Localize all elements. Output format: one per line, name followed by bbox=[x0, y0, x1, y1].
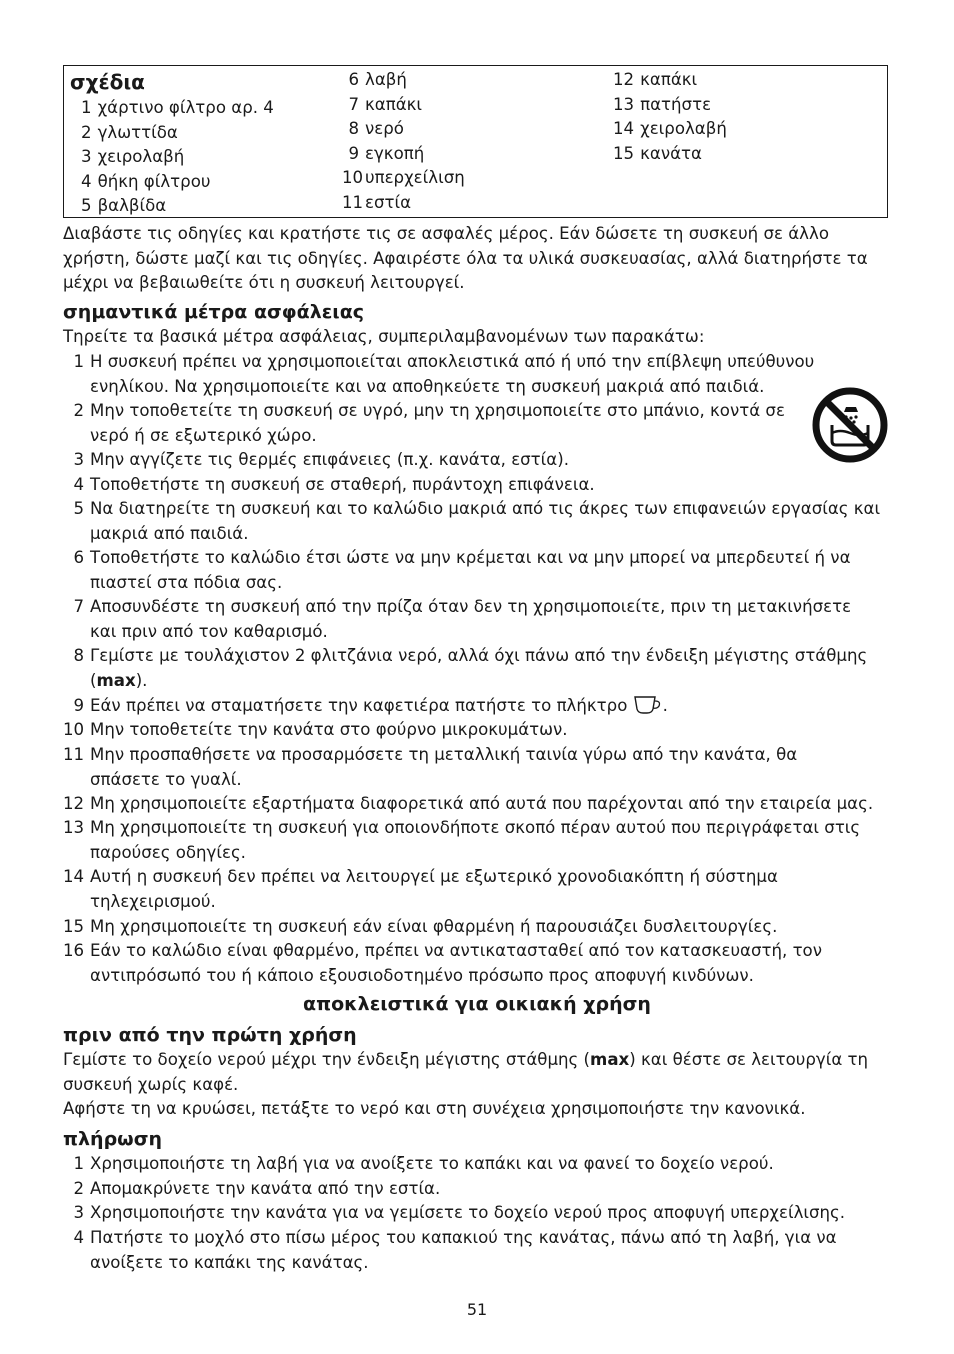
part-label: χάρτινο φίλτρο αρ. 4 bbox=[97, 98, 274, 117]
item-text-end: . bbox=[662, 696, 668, 715]
part-number: 2 bbox=[81, 122, 92, 142]
part-item bbox=[613, 93, 711, 118]
part-number: 14 bbox=[613, 119, 635, 138]
part-label: κανάτα bbox=[640, 143, 702, 163]
part-label: θήκη φίλτρου bbox=[97, 171, 211, 191]
part-item bbox=[613, 117, 727, 142]
part-number: 8 bbox=[348, 119, 359, 138]
item-text: ενηλίκου. Να χρησιμοποιείτε και να αποθηκεύετε τη συσκευή μακριά από παιδιά. bbox=[90, 376, 765, 396]
item-text: Απομακρύνετε την κανάτα από την εστία. bbox=[90, 1179, 441, 1198]
part-item bbox=[81, 170, 210, 195]
item-text bbox=[90, 669, 147, 694]
part-label: λαβή bbox=[365, 70, 407, 89]
max-label: max bbox=[96, 670, 136, 690]
item-number: 4 bbox=[73, 1228, 84, 1247]
item-text: Χρησιμοποιήστε την κανάτα για να γεμίσετε το δοχείο νερού προς αποφυγή υπερχείλισης. bbox=[90, 1203, 846, 1222]
item-text: Μη χρησιμοποιείτε εξαρτήματα διαφορετικά από αυτά που παρέχονται από την εταιρεία μας. bbox=[90, 794, 874, 813]
part-label: υπερχείλιση bbox=[365, 168, 465, 187]
item-number: 7 bbox=[73, 597, 84, 616]
first-use-line: συσκευή χωρίς καφέ. bbox=[63, 1075, 239, 1094]
first-use-text: Γεμίστε το δοχείο νερού μέχρι την ένδειξη μέγιστης στάθμης ( bbox=[63, 1050, 591, 1069]
paren-close: ). bbox=[135, 670, 148, 690]
item-text: Μη χρησιμοποιείτε τη συσκευή εάν είναι φθαρμένη ή παρουσιάζει δυσλειτουργίες. bbox=[90, 917, 778, 936]
item-text: Μην τοποθετείτε την κανάτα στο φούρνο μικροκυμάτων. bbox=[90, 720, 568, 739]
part-number: 11 bbox=[342, 192, 364, 212]
part-number: 1 bbox=[81, 98, 92, 117]
safety-lead: Τηρείτε τα βασικά μέτρα ασφάλειας, συμπεριλαμβανομένων των παρακάτω: bbox=[63, 327, 705, 346]
part-number: 10 bbox=[342, 168, 364, 187]
item-text: Τοποθετήστε το καλώδιο έτσι ώστε να μην κρέμεται και να μην μπορεί να μπερδευτεί ή να bbox=[90, 548, 851, 567]
item-text: Μην τοποθετείτε τη συσκευή σε υγρό, μην τη χρησιμοποιείτε στο μπάνιο, κοντά σε bbox=[90, 401, 785, 420]
item-number: 9 bbox=[73, 696, 84, 715]
item-number: 10 bbox=[63, 720, 85, 739]
part-label: εστία bbox=[365, 192, 412, 212]
item-text: Πατήστε το μοχλό στο πίσω μέρος του καπακιού της κανάτας, πάνω από τη λαβή, για να bbox=[90, 1228, 837, 1247]
part-item bbox=[613, 68, 697, 93]
item-number: 12 bbox=[63, 794, 85, 813]
cup-stop-icon bbox=[633, 695, 663, 715]
item-text-main: Εάν πρέπει να σταματήσετε την καφετιέρα πατήστε το πλήκτρο bbox=[90, 696, 628, 715]
part-number: 6 bbox=[348, 70, 359, 89]
part-label: νερό bbox=[365, 119, 404, 138]
part-item bbox=[342, 68, 407, 93]
item-text: Τοποθετήστε τη συσκευή σε σταθερή, πυράντοχη επιφάνεια. bbox=[90, 475, 595, 494]
filling-heading: πλήρωση bbox=[63, 1128, 163, 1150]
part-number: 15 bbox=[613, 143, 635, 163]
item-number: 16 bbox=[63, 941, 85, 960]
part-number: 5 bbox=[81, 196, 92, 215]
item-text: Να διατηρείτε τη συσκευή και το καλώδιο μακριά από τις άκρες των επιφανειών εργασίας και bbox=[90, 499, 881, 518]
first-use-line: Αφήστε τη να κρυώσει, πετάξτε το νερό και στη συνέχεια χρησιμοποιήστε την κανονικά. bbox=[63, 1099, 806, 1118]
part-label: καπάκι bbox=[640, 70, 698, 89]
part-item bbox=[342, 191, 411, 216]
part-item bbox=[342, 93, 422, 118]
item-number: 4 bbox=[73, 475, 84, 494]
part-label: βαλβίδα bbox=[97, 196, 167, 215]
part-label: χειρολαβή bbox=[640, 119, 727, 138]
intro-line: χρήστη, δώστε μαζί και τις οδηγίες. Αφαιρέστε όλα τα υλικά συσκευασίας, αλλά διατηρήστε τα bbox=[63, 248, 868, 268]
part-item bbox=[81, 145, 184, 170]
part-label: καπάκι bbox=[365, 94, 423, 114]
item-number: 1 bbox=[73, 1154, 84, 1173]
item-number: 2 bbox=[73, 1179, 84, 1198]
item-number: 3 bbox=[73, 1203, 84, 1222]
item-text: αντιπρόσωπό του ή κάποιο εξουσιοδοτημένο πρόσωπο προς αποφυγή κινδύνων. bbox=[90, 965, 754, 985]
item-text: πιαστεί στα πόδια σας. bbox=[90, 572, 283, 592]
part-item bbox=[613, 142, 702, 167]
item-number: 8 bbox=[73, 646, 84, 665]
part-number: 9 bbox=[348, 143, 359, 163]
max-label: max bbox=[590, 1050, 630, 1069]
item-text: Γεμίστε με τουλάχιστον 2 φλιτζάνια νερό, αλλά όχι πάνω από την ένδειξη μέγιστης στάθμης bbox=[90, 646, 868, 665]
intro-line: μέχρι να βεβαιωθείτε ότι η συσκευή λειτουργεί. bbox=[63, 273, 465, 292]
parts-box bbox=[63, 65, 888, 218]
part-label: πατήστε bbox=[640, 94, 712, 114]
item-text: σπάσετε το γυαλί. bbox=[90, 769, 242, 789]
item-text: Αυτή η συσκευή δεν πρέπει να λειτουργεί με εξωτερικό χρονοδιακόπτη ή σύστημα bbox=[90, 867, 778, 886]
first-use-text: ) και θέστε σε λειτουργία τη bbox=[629, 1050, 869, 1069]
item-number: 15 bbox=[63, 917, 85, 936]
safety-heading: σημαντικά μέτρα ασφάλειας bbox=[63, 301, 365, 323]
item-number: 2 bbox=[73, 401, 84, 420]
item-number: 14 bbox=[63, 867, 85, 886]
item-text: Αποσυνδέστε τη συσκευή από την πρίζα όταν δεν τη χρησιμοποιείτε, πριν τη μετακινήσετε bbox=[90, 597, 852, 616]
item-text: Η συσκευή πρέπει να χρησιμοποιείται αποκλειστικά από ή υπό την επίβλεψη υπεύθυνου bbox=[90, 352, 815, 371]
household-title: αποκλειστικά για οικιακή χρήση bbox=[303, 993, 651, 1015]
parts-title: σχέδια bbox=[70, 70, 145, 94]
item-text bbox=[90, 694, 668, 719]
part-label: εγκοπή bbox=[365, 143, 425, 163]
item-number: 3 bbox=[73, 450, 84, 469]
item-number: 5 bbox=[73, 499, 84, 518]
item-number: 13 bbox=[63, 818, 85, 837]
part-number: 4 bbox=[81, 171, 92, 191]
item-text: Μην προσπαθήσετε να προσαρμόσετε τη μεταλλική ταινία γύρω από την κανάτα, θα bbox=[90, 745, 798, 764]
intro-line: Διαβάστε τις οδηγίες και κρατήστε τις σε ασφαλές μέρος. Εάν δώσετε τη συσκευή σε άλλο bbox=[63, 224, 829, 243]
part-item bbox=[81, 96, 274, 121]
item-text: μακριά από παιδιά. bbox=[90, 523, 249, 543]
item-text: Εάν το καλώδιο είναι φθαρμένο, πρέπει να αντικατασταθεί από τον κατασκευαστή, τον bbox=[90, 941, 822, 960]
page-number: 51 bbox=[466, 1300, 488, 1319]
no-water-bath-icon bbox=[810, 385, 890, 465]
part-number: 13 bbox=[613, 94, 635, 114]
first-use-line bbox=[63, 1048, 868, 1073]
item-number: 1 bbox=[73, 352, 84, 371]
part-item bbox=[342, 166, 465, 191]
item-text: νερό ή σε εξωτερικό χώρο. bbox=[90, 425, 317, 445]
part-number: 7 bbox=[348, 94, 359, 114]
item-text: και πριν από τον καθαρισμό. bbox=[90, 621, 328, 641]
part-label: χειρολαβή bbox=[97, 147, 185, 166]
item-text: Χρησιμοποιήστε τη λαβή για να ανοίξετε το καπάκι και να φανεί το δοχείο νερού. bbox=[90, 1154, 774, 1173]
part-item bbox=[342, 142, 424, 167]
part-item bbox=[81, 121, 178, 146]
part-label: γλωττίδα bbox=[97, 122, 178, 142]
item-text: ανοίξετε το καπάκι της κανάτας. bbox=[90, 1252, 369, 1272]
part-item bbox=[342, 117, 404, 142]
part-number: 12 bbox=[613, 70, 635, 89]
item-text: τηλεχειρισμού. bbox=[90, 891, 216, 911]
part-item bbox=[81, 194, 166, 219]
item-number: 11 bbox=[63, 745, 85, 764]
item-text: Μην αγγίζετε τις θερμές επιφάνειες (π.χ. κανάτα, εστία). bbox=[90, 450, 569, 469]
item-text: παρούσες οδηγίες. bbox=[90, 842, 246, 862]
part-number: 3 bbox=[81, 147, 92, 166]
first-use-heading: πριν από την πρώτη χρήση bbox=[63, 1024, 357, 1046]
item-text: Μη χρησιμοποιείτε τη συσκευή για οποιονδήποτε σκοπό πέραν αυτού που περιγράφεται στις bbox=[90, 818, 861, 837]
paren-open: ( bbox=[90, 670, 97, 690]
item-number: 6 bbox=[73, 548, 84, 567]
